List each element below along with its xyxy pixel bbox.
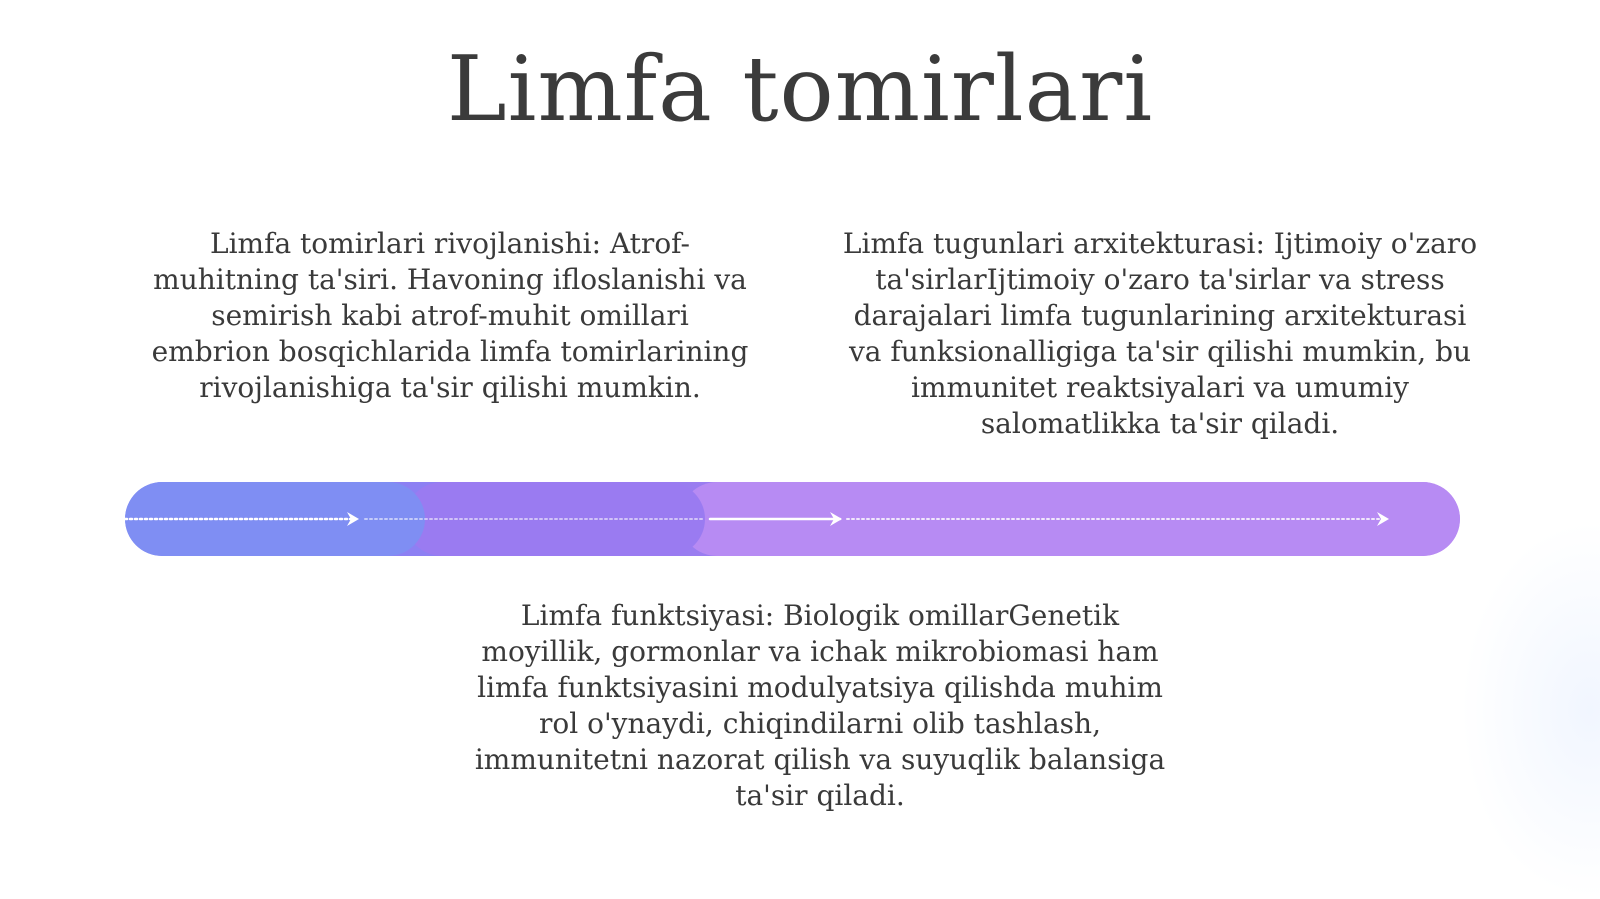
timeline-bar xyxy=(125,482,1460,556)
text-block-right: Limfa tugunlari arxitekturasi: Ijtimoiy o'zaro ta'sirlarIjtimoiy o'zaro ta'sirlar va stress darajalari limfa tugunlarining arxitekturasi va funksionalligiga ta'sir qilishi mumkin, bu immunitet reaktsiyalari va umumiy salomatlikka ta'sir qiladi. xyxy=(842,227,1478,440)
text-block-bottom: Limfa funktsiyasi: Biologik omillarGenetik moyillik, gormonlar va ichak mikrobiomasi ham limfa funktsiyasini modulyatsiya qilishda muhim rol o'ynaydi, chiqindilarni olib tashlash, immunitetni nazorat qilish va suyuqlik balansiga ta'sir qiladi. xyxy=(474,599,1166,812)
slide-title: Limfa tomirlari xyxy=(446,37,1154,142)
text-block-left: Limfa tomirlari rivojlanishi: Atrof-muhitning ta'siri. Havoning ifloslanishi va semirish kabi atrof-muhit omillari embrion bosqichlarida limfa tomirlarining rivojlanishiga ta'sir qilishi mumkin. xyxy=(151,227,749,404)
timeline-arrows xyxy=(125,482,1460,556)
background-glow xyxy=(1460,520,1600,899)
